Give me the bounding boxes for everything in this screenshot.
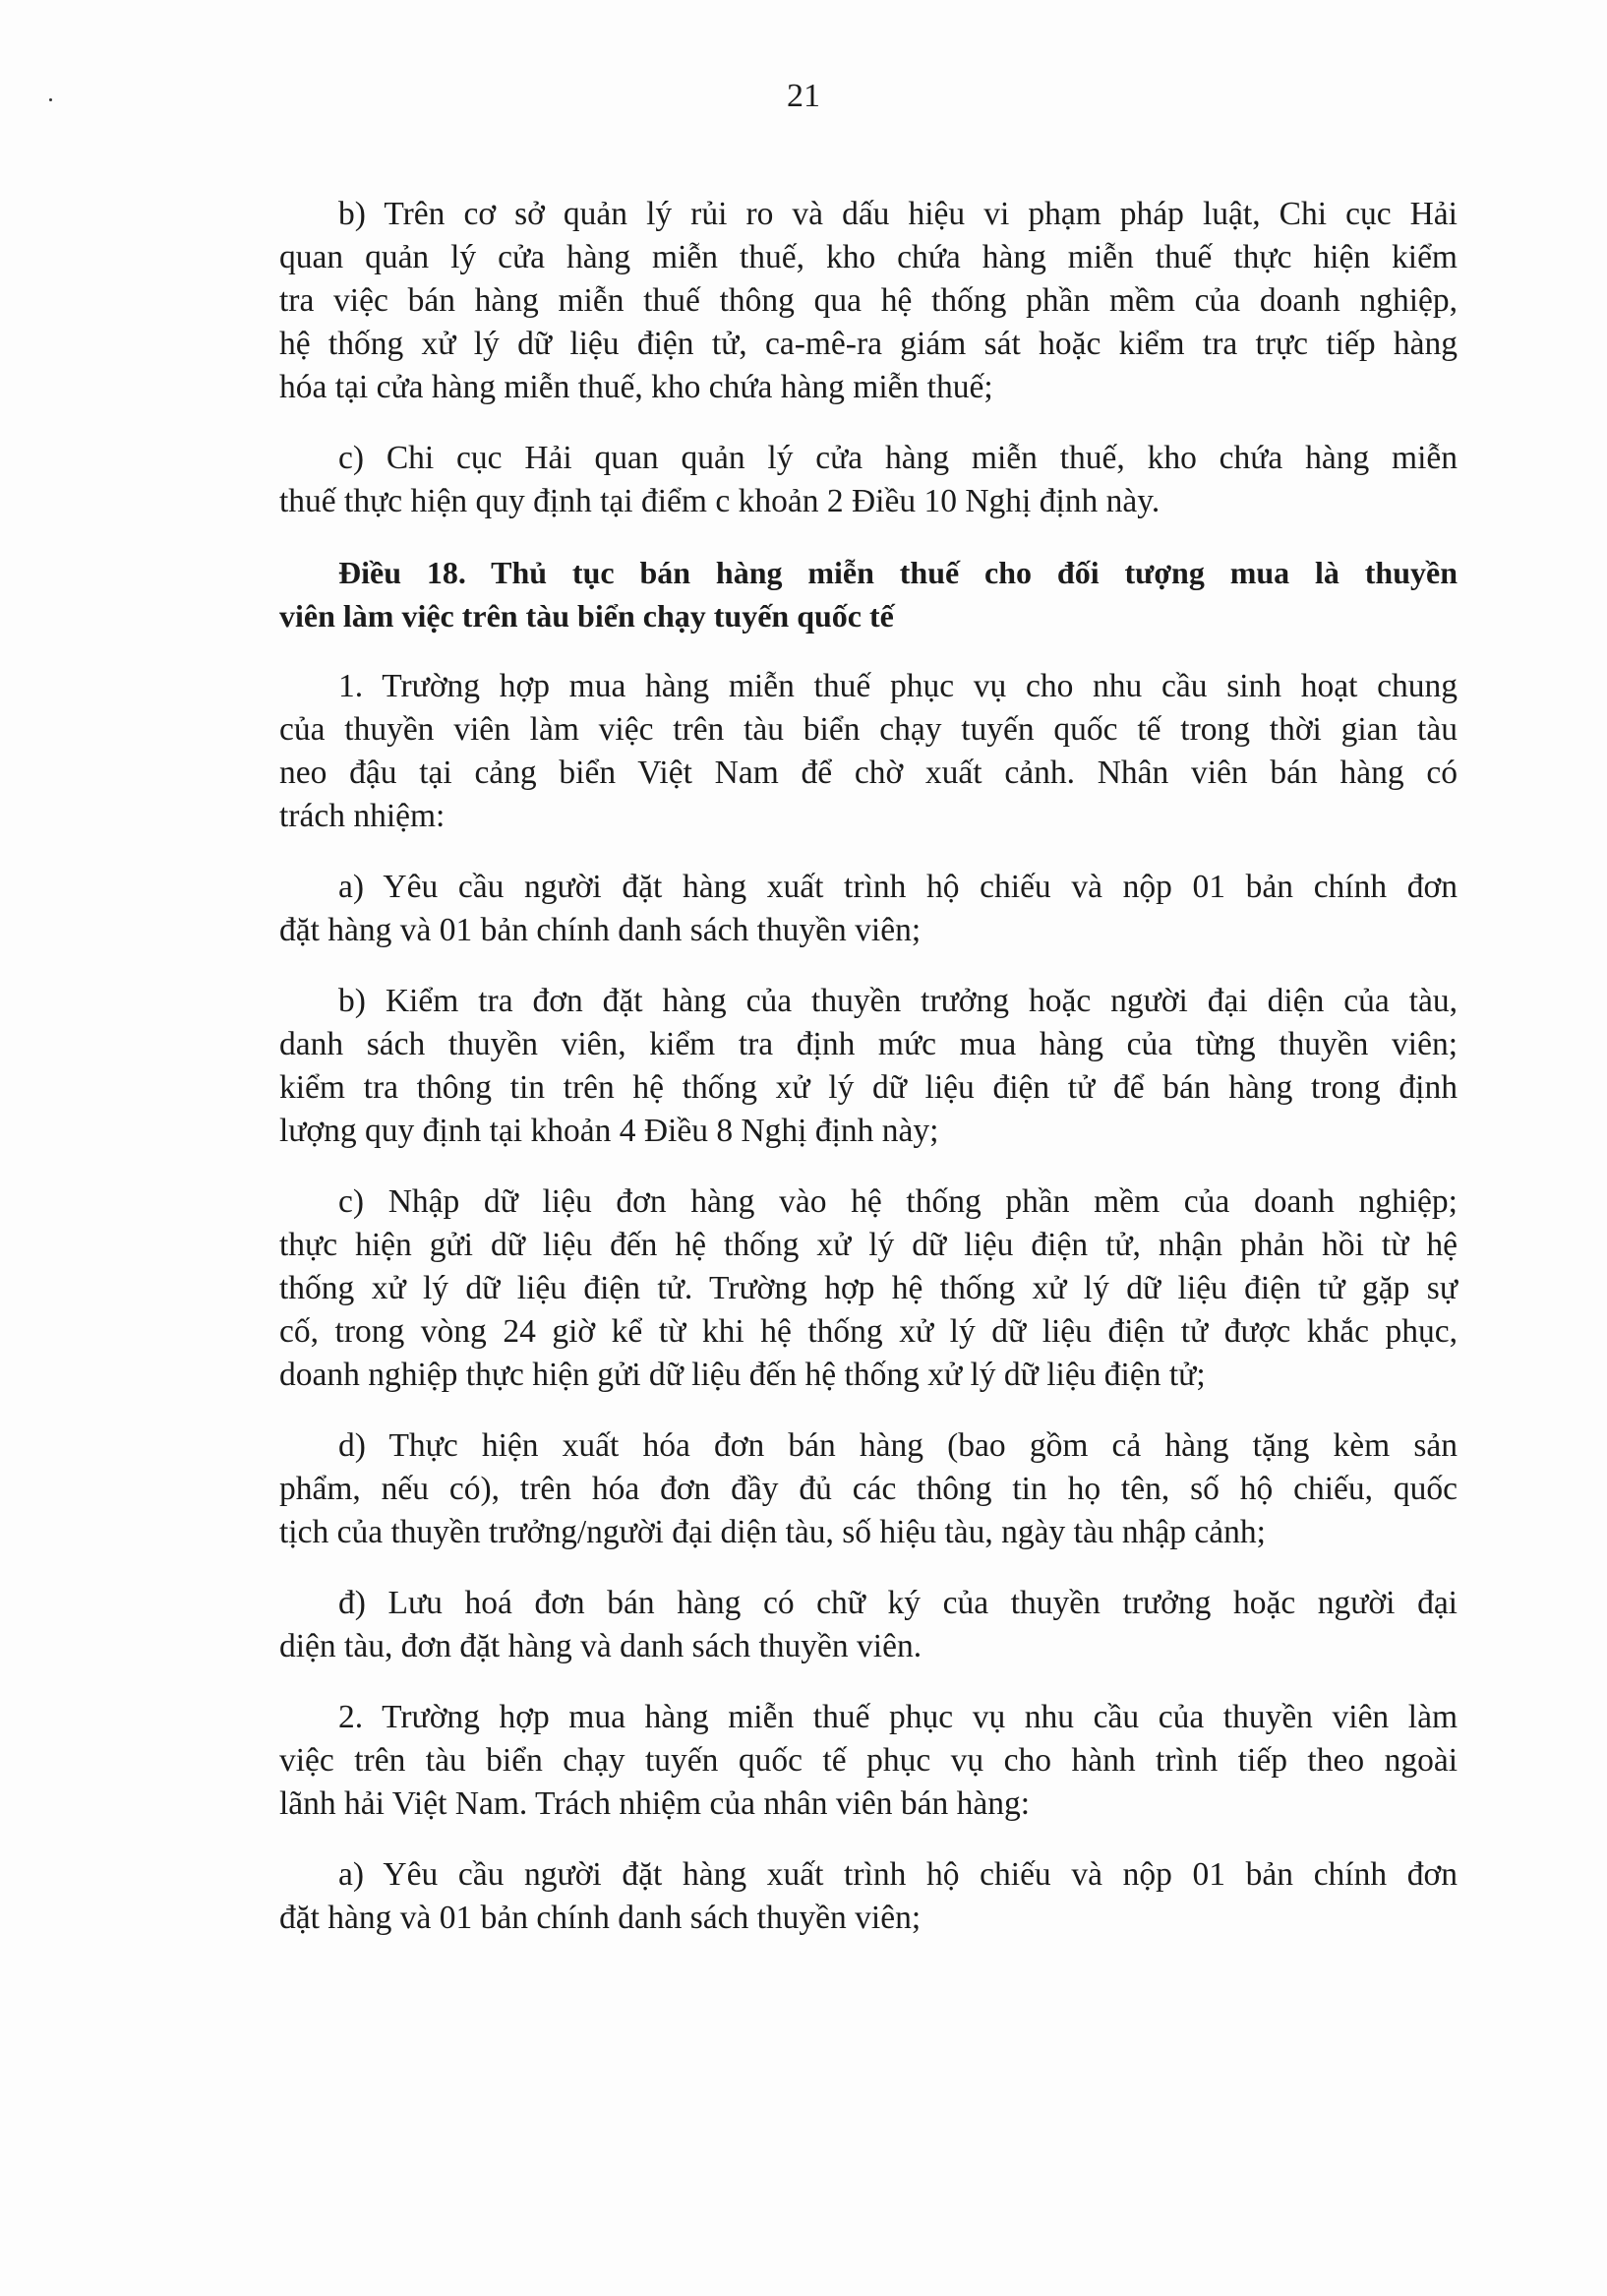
document-body (279, 193, 1458, 1967)
text-line: đặt hàng và 01 bản chính danh sách thuyền viên; (279, 912, 922, 948)
paragraph-clause-1c (279, 1180, 1458, 1397)
paragraph-clause-1 (279, 665, 1458, 838)
page-number: 21 (787, 78, 820, 114)
pre-article-section (279, 193, 1458, 523)
paragraph-c-customs (279, 437, 1458, 523)
text-line: phẩm, nếu có), trên hóa đơn đầy đủ các thông tin họ tên, số hộ chiếu, quốc (279, 1471, 1458, 1507)
text-line: a) Yêu cầu người đặt hàng xuất trình hộ chiếu và nộp 01 bản chính đơn (338, 869, 1458, 905)
text-line: 2. Trường hợp mua hàng miễn thuế phục vụ nhu cầu của thuyền viên làm (338, 1699, 1458, 1735)
text-line: thống xử lý dữ liệu điện tử. Trường hợp hệ thống xử lý dữ liệu điện tử gặp sự (279, 1270, 1458, 1306)
text-line: a) Yêu cầu người đặt hàng xuất trình hộ chiếu và nộp 01 bản chính đơn (338, 1856, 1458, 1893)
text-line: hệ thống xử lý dữ liệu điện tử, ca-mê-ra giám sát hoặc kiểm tra trực tiếp hàng (279, 326, 1458, 362)
text-line: tra việc bán hàng miễn thuế thông qua hệ thống phần mềm của doanh nghiệp, (279, 282, 1458, 319)
text-line: 1. Trường hợp mua hàng miễn thuế phục vụ cho nhu cầu sinh hoạt chung (338, 668, 1458, 704)
text-line: kiểm tra thông tin trên hệ thống xử lý dữ liệu điện tử để bán hàng trong định (279, 1069, 1458, 1106)
paragraph-clause-1d (279, 1424, 1458, 1554)
text-line: lượng quy định tại khoản 4 Điều 8 Nghị định này; (279, 1113, 939, 1149)
text-line: của thuyền viên làm việc trên tàu biển chạy tuyến quốc tế trong thời gian tàu (279, 711, 1458, 748)
paragraph-clause-1dd (279, 1582, 1458, 1668)
paragraph-clause-2 (279, 1696, 1458, 1826)
text-line: quan quản lý cửa hàng miễn thuế, kho chứa hàng miễn thuế thực hiện kiểm (279, 239, 1458, 275)
text-line: doanh nghiệp thực hiện gửi dữ liệu đến hệ thống xử lý dữ liệu điện tử; (279, 1357, 1206, 1393)
text-line: d) Thực hiện xuất hóa đơn bán hàng (bao gồm cả hàng tặng kèm sản (338, 1427, 1458, 1464)
paragraph-b-risk (279, 193, 1458, 409)
text-line: c) Nhập dữ liệu đơn hàng vào hệ thống phần mềm của doanh nghiệp; (338, 1183, 1458, 1220)
text-line: hóa tại cửa hàng miễn thuế, kho chứa hàng miễn thuế; (279, 369, 993, 405)
text-line: thuế thực hiện quy định tại điểm c khoản 2 Điều 10 Nghị định này. (279, 483, 1161, 519)
text-line: neo đậu tại cảng biển Việt Nam để chờ xuất cảnh. Nhân viên bán hàng có (279, 755, 1458, 791)
text-line: thực hiện gửi dữ liệu đến hệ thống xử lý dữ liệu điện tử, nhận phản hồi từ hệ (279, 1227, 1458, 1263)
heading-line: viên làm việc trên tàu biển chạy tuyến quốc tế (279, 598, 894, 634)
paragraph-clause-2a (279, 1853, 1458, 1940)
text-line: c) Chi cục Hải quan quản lý cửa hàng miễn thuế, kho chứa hàng miễn (338, 440, 1458, 476)
article-heading (279, 551, 1458, 637)
paragraph-clause-1b (279, 980, 1458, 1153)
article-body (279, 665, 1458, 1940)
paragraph-clause-1a (279, 866, 1458, 952)
text-line: cố, trong vòng 24 giờ kể từ khi hệ thống xử lý dữ liệu điện tử được khắc phục, (279, 1313, 1458, 1350)
text-line: trách nhiệm: (279, 798, 446, 834)
text-line: việc trên tàu biển chạy tuyến quốc tế phục vụ cho hành trình tiếp theo ngoài (279, 1742, 1458, 1779)
heading-line: Điều 18. Thủ tục bán hàng miễn thuế cho đối tượng mua là thuyền (338, 555, 1458, 590)
text-line: danh sách thuyền viên, kiểm tra định mức mua hàng của từng thuyền viên; (279, 1026, 1458, 1062)
text-line: diện tàu, đơn đặt hàng và danh sách thuyền viên. (279, 1628, 923, 1664)
text-line: lãnh hải Việt Nam. Trách nhiệm của nhân viên bán hàng: (279, 1785, 1031, 1822)
text-line: b) Kiểm tra đơn đặt hàng của thuyền trưởng hoặc người đại diện của tàu, (338, 983, 1458, 1019)
text-line: đặt hàng và 01 bản chính danh sách thuyền viên; (279, 1900, 922, 1936)
text-line: b) Trên cơ sở quản lý rủi ro và dấu hiệu vi phạm pháp luật, Chi cục Hải (338, 196, 1458, 232)
text-line: tịch của thuyền trưởng/người đại diện tàu, số hiệu tàu, ngày tàu nhập cảnh; (279, 1514, 1266, 1550)
text-line: đ) Lưu hoá đơn bán hàng có chữ ký của thuyền trưởng hoặc người đại (338, 1585, 1458, 1621)
